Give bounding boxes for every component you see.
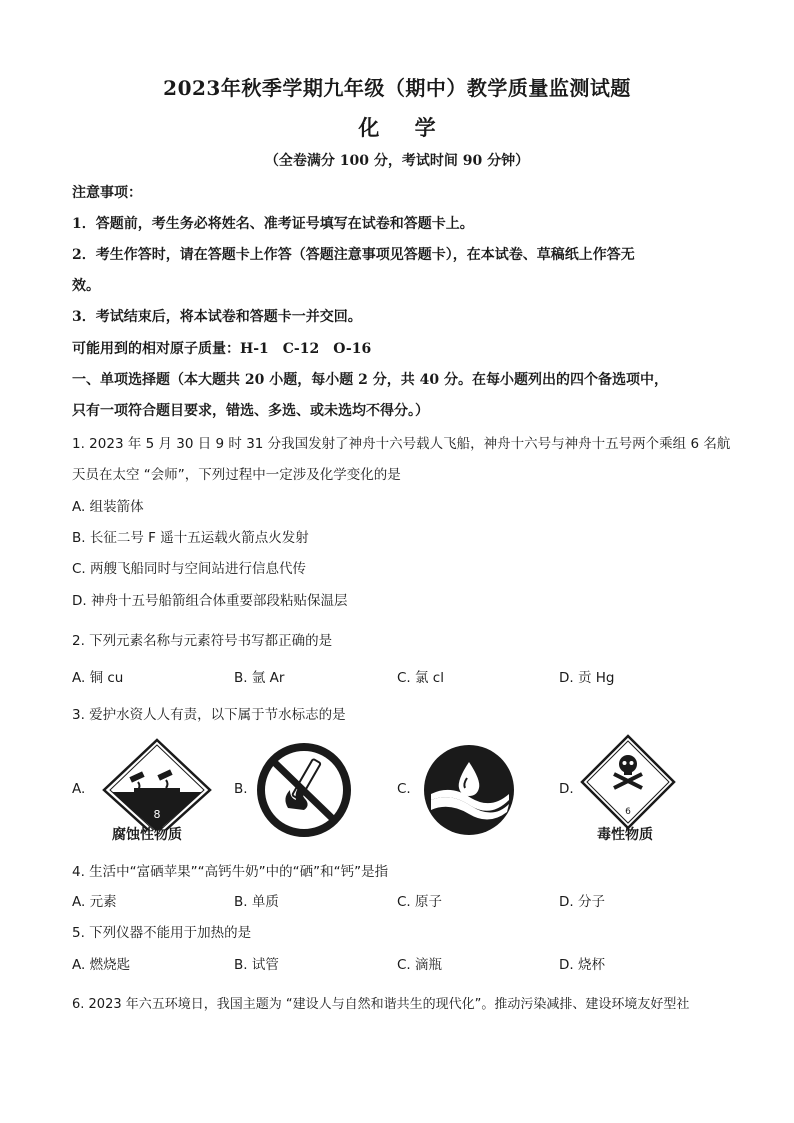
corrosive-sign-icon xyxy=(98,738,216,830)
q3-option-c-letter: C. xyxy=(397,781,411,797)
notice-item-1: 1．答题前，考生务必将姓名、准考证号填写在试卷和答题卡上。 xyxy=(72,216,474,232)
q2-option-b: B. 氩 Ar xyxy=(234,670,285,686)
q1-stem-cont: 天员在太空 “会师”，下列过程中一定涉及化学变化的是 xyxy=(72,467,401,483)
q1-stem: 1. 2023 年 5 月 30 日 9 时 31 分我国发射了神舟十六号载人飞船，神舟十六号与神舟十五号两个乘组 6 名航 xyxy=(72,436,731,452)
q4-stem: 4. 生活中“富硒苹果”“高钙牛奶”中的“硒”和“钙”是指 xyxy=(72,864,389,880)
notice-heading: 注意事项： xyxy=(72,185,142,201)
corrosive-caption: 腐蚀性物质 xyxy=(112,827,182,843)
subject-title: 化 学 xyxy=(358,115,450,140)
q1-option-a: A. 组装箭体 xyxy=(72,499,144,515)
q3-option-b-letter: B. xyxy=(234,781,248,797)
toxic-sign-icon xyxy=(580,734,676,830)
q4-option-c: C. 原子 xyxy=(397,894,443,910)
no-fire-sign-icon xyxy=(256,742,352,838)
q3-stem: 3. 爱护水资人人有责，以下属于节水标志的是 xyxy=(72,707,346,723)
atomic-mass-line: 可能用到的相对原子质量：H-1 C-12 O-16 xyxy=(72,341,372,357)
q1-option-c: C. 两艘飞船同时与空间站进行信息代传 xyxy=(72,561,307,577)
corrosive-sign-number: 8 xyxy=(153,808,161,821)
q4-option-b: B. 单质 xyxy=(234,894,279,910)
q6-stem: 6. 2023 年六五环境日，我国主题为 “建设人与自然和谐共生的现代化”。推动污染减排、建设环境友好型社 xyxy=(72,997,690,1012)
q5-option-d: D. 烧杯 xyxy=(559,957,605,973)
q3-option-d-letter: D. xyxy=(559,781,574,797)
q2-option-c: C. 氯 cl xyxy=(397,670,444,686)
q5-option-c: C. 滴瓶 xyxy=(397,957,443,973)
q5-option-a: A. 燃烧匙 xyxy=(72,957,131,973)
toxic-caption: 毒性物质 xyxy=(597,827,653,843)
exam-duration-note: （全卷满分 100 分，考试时间 90 分钟） xyxy=(264,153,530,169)
q2-stem: 2. 下列元素名称与元素符号书写都正确的是 xyxy=(72,633,333,649)
q5-stem: 5. 下列仪器不能用于加热的是 xyxy=(72,925,252,941)
toxic-sign-number: 6 xyxy=(625,807,631,817)
notice-item-2-cont: 效。 xyxy=(72,278,100,294)
exam-title: 2023年秋季学期九年级（期中）教学质量监测试题 xyxy=(163,76,631,100)
q4-option-d: D. 分子 xyxy=(559,894,605,910)
notice-item-3: 3．考试结束后，将本试卷和答题卡一并交回。 xyxy=(72,309,362,325)
water-saving-sign-icon xyxy=(421,742,517,838)
q2-option-a: A. 铜 cu xyxy=(72,670,124,686)
q4-option-a: A. 元素 xyxy=(72,894,117,910)
section1-heading: 一、单项选择题（本大题共 20 小题，每小题 2 分，共 40 分。在每小题列出的四个备选项中， xyxy=(72,372,668,388)
section1-heading-cont: 只有一项符合题目要求，错选、多选、或未选均不得分。） xyxy=(72,403,429,419)
q1-option-b: B. 长征二号 F 遥十五运载火箭点火发射 xyxy=(72,530,309,546)
q5-option-b: B. 试管 xyxy=(234,957,279,973)
q1-option-d: D. 神舟十五号船箭组合体重要部段粘贴保温层 xyxy=(72,593,348,609)
q3-option-a-letter: A. xyxy=(72,781,86,797)
q2-option-d: D. 贡 Hg xyxy=(559,670,615,686)
notice-item-2: 2．考生作答时，请在答题卡上作答（答题注意事项见答题卡），在本试卷、草稿纸上作答无 xyxy=(72,247,635,263)
